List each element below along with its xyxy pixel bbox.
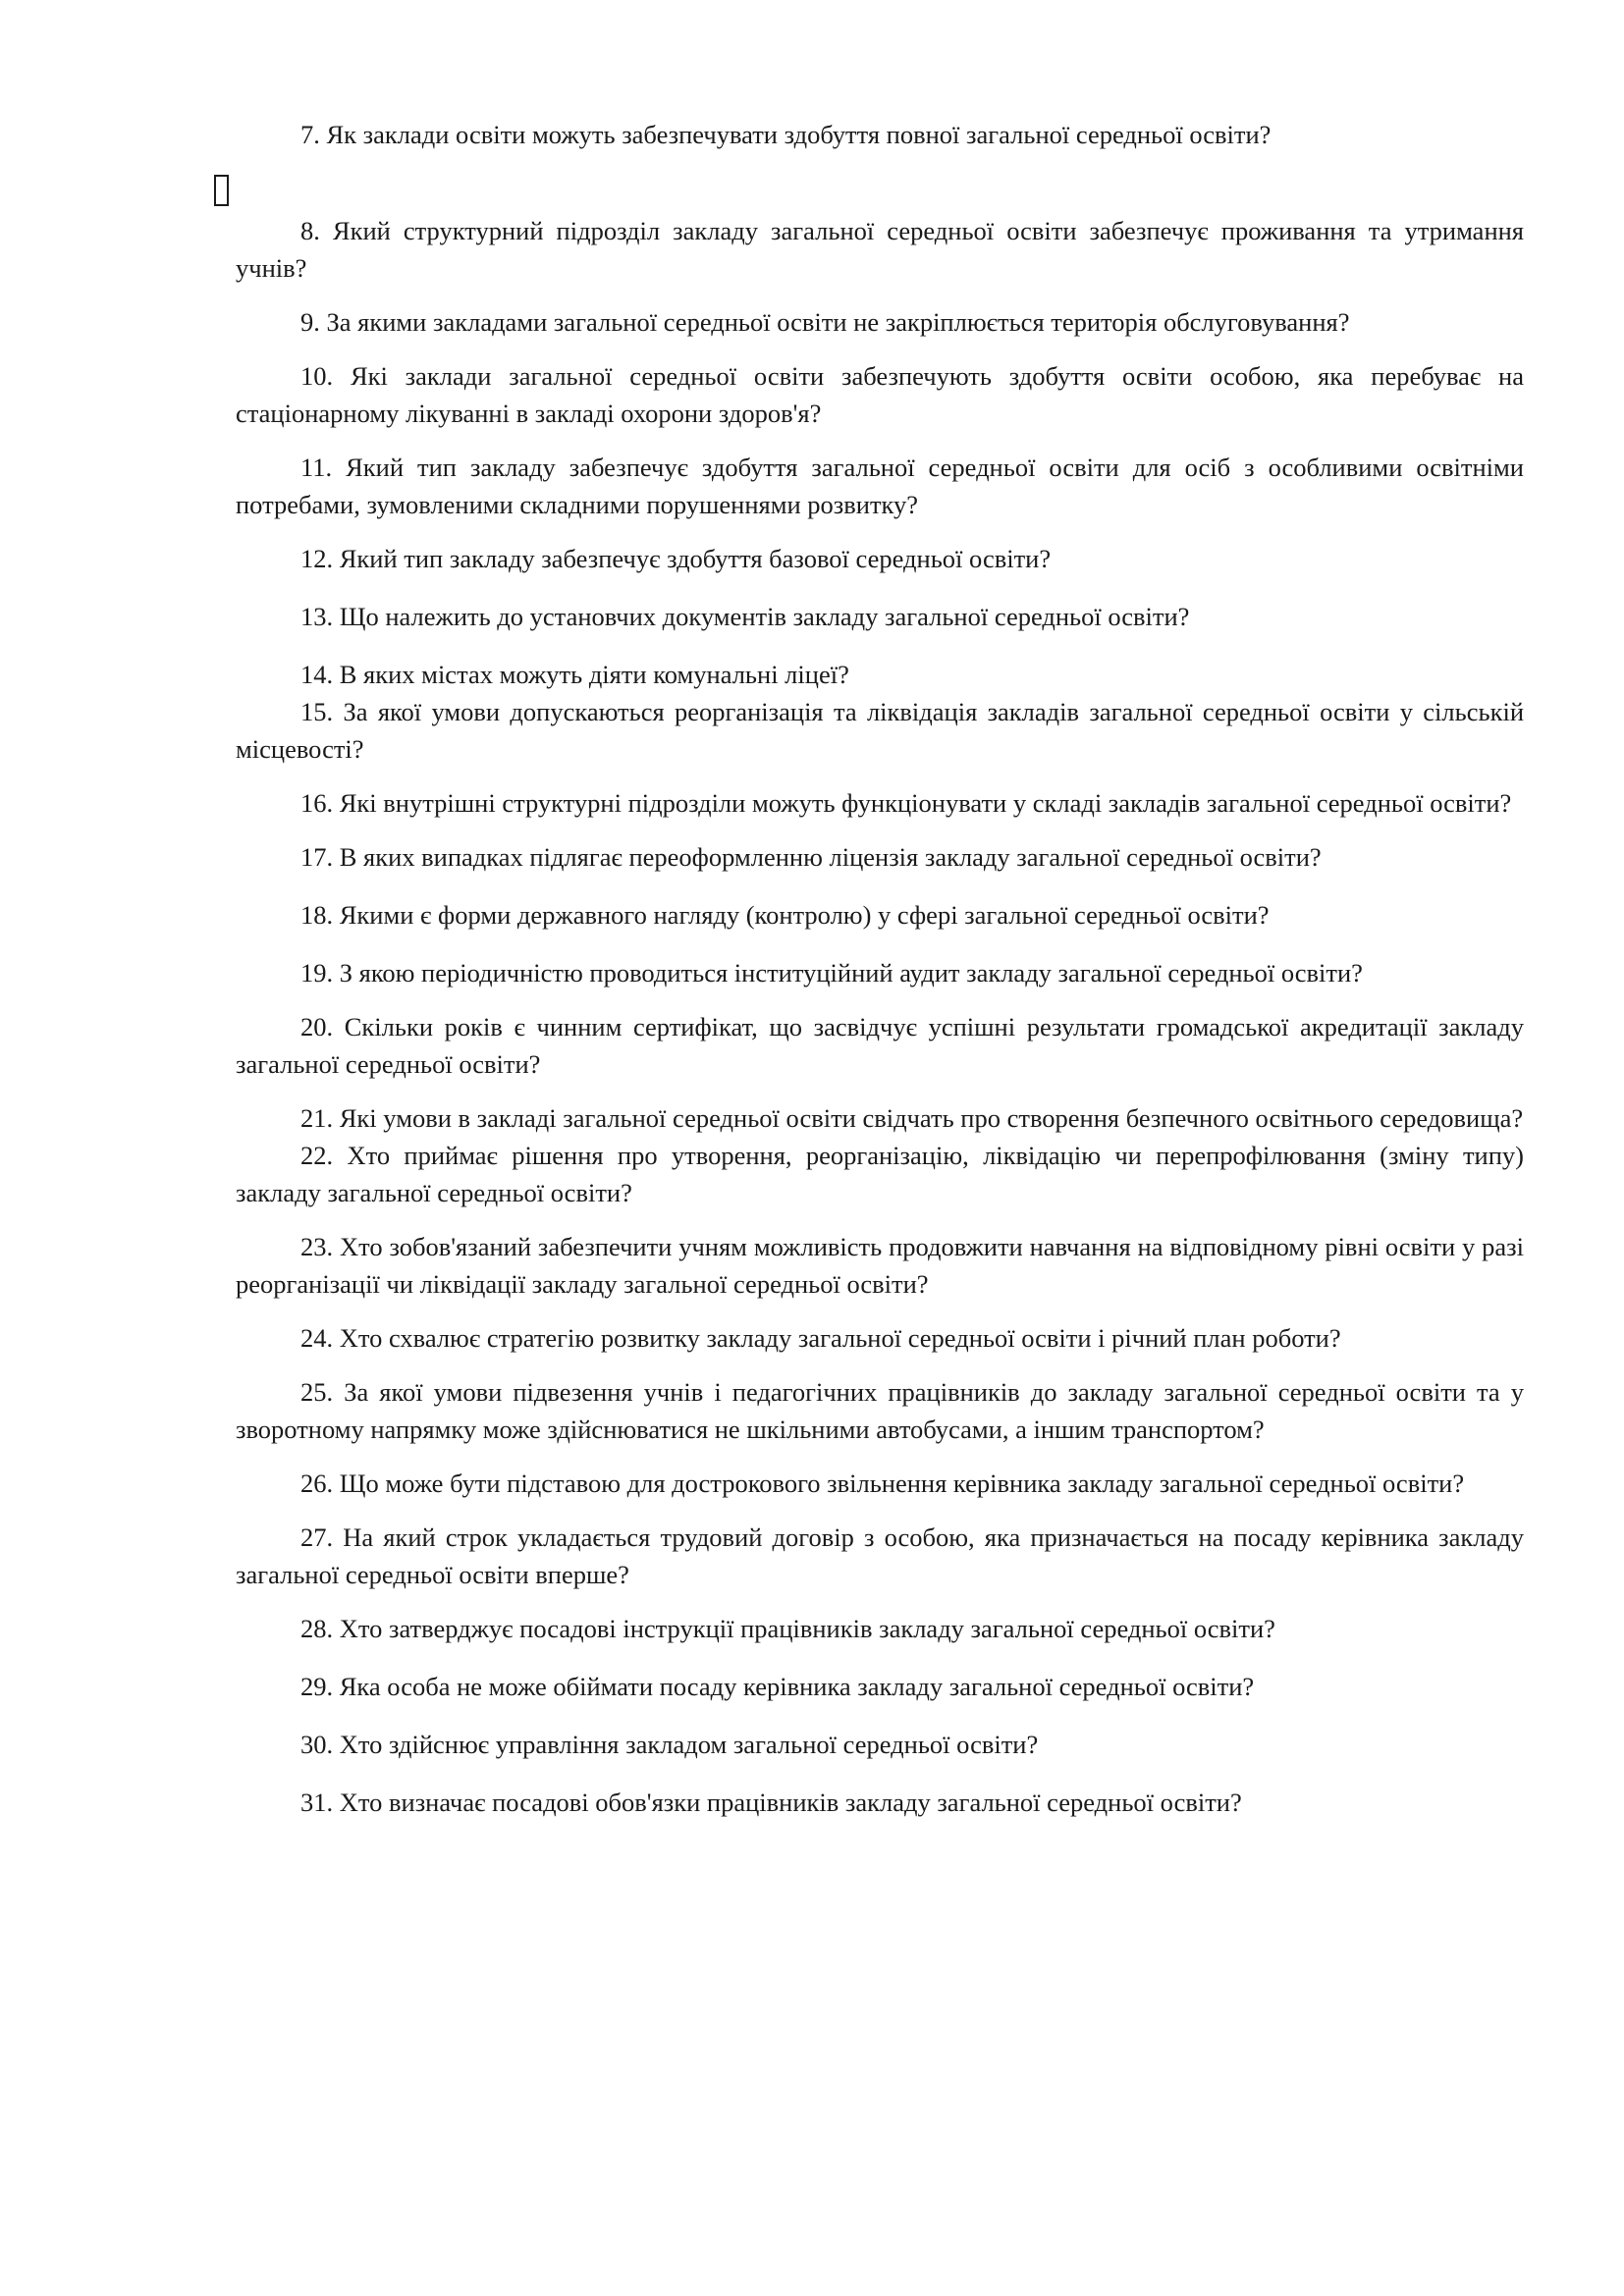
question-8: 8. Який структурний підрозділ закладу загальної середньої освіти забезпечує проживання та утримання учнів? xyxy=(236,216,1524,283)
question-31: 31. Хто визначає посадові обов'язки працівників закладу загальної середньої освіти? xyxy=(300,1788,1242,1817)
question-24: 24. Хто схвалює стратегію розвитку закладу загальної середньої освіти і річний план роботи? xyxy=(300,1323,1341,1353)
question-18: 18. Якими є форми державного нагляду (контролю) у сфері загальної середньої освіти? xyxy=(300,900,1270,930)
question-26: 26. Що може бути підставою для дострокового звільнення керівника закладу загальної середньої освіти? xyxy=(300,1468,1465,1498)
question-10: 10. Які заклади загальної середньої освіти забезпечують здобуття освіти особою, яка перебуває на стаціонарному лікуванні в закладі охорони здоров'я? xyxy=(236,361,1524,428)
question-list xyxy=(236,116,1524,1821)
question-28: 28. Хто затверджує посадові інструкції працівників закладу загальної середньої освіти? xyxy=(300,1614,1275,1643)
question-27: 27. На який строк укладається трудовий договір з особою, яка призначається на посаду керівника закладу загальної середньої освіти вперше? xyxy=(236,1522,1524,1589)
question-19: 19. З якою періодичністю проводиться інституційний аудит закладу загальної середньої освіти? xyxy=(300,958,1363,988)
question-30: 30. Хто здійснює управління закладом загальної середньої освіти? xyxy=(300,1730,1039,1759)
question-14: 14. В яких містах можуть діяти комунальні ліцеї? xyxy=(300,660,849,689)
missing-glyph-icon xyxy=(214,175,229,206)
question-7: 7. Як заклади освіти можуть забезпечувати здобуття повної загальної середньої освіти? xyxy=(300,120,1272,149)
question-21: 21. Які умови в закладі загальної середньої освіти свідчать про створення безпечного освітнього середовища? xyxy=(300,1103,1524,1133)
question-29: 29. Яка особа не може обіймати посаду керівника закладу загальної середньої освіти? xyxy=(300,1672,1255,1701)
question-13: 13. Що належить до установчих документів закладу загальної середньої освіти? xyxy=(300,602,1190,631)
question-20: 20. Скільки років є чинним сертифікат, що засвідчує успішні результати громадської акредитації закладу загальної середньої освіти? xyxy=(236,1012,1524,1079)
question-25: 25. За якої умови підвезення учнів і педагогічних працівників до закладу загальної середньої освіти та у зворотному напрямку може здійснюватися не шкільними автобусами, а іншим транспортом? xyxy=(236,1377,1524,1444)
question-22: 22. Хто приймає рішення про утворення, реорганізацію, ліквідацію чи перепрофілювання (зміну типу) закладу загальної середньої освіти? xyxy=(236,1141,1524,1207)
question-12: 12. Який тип закладу забезпечує здобуття базової середньої освіти? xyxy=(300,544,1052,573)
question-17: 17. В яких випадках підлягає переоформленню ліцензія закладу загальної середньої освіти? xyxy=(300,842,1322,872)
question-16: 16. Які внутрішні структурні підрозділи можуть функціонувати у складі закладів загальної середньої освіти? xyxy=(300,788,1512,818)
question-9: 9. За якими закладами загальної середньої освіти не закріплюється територія обслуговування? xyxy=(300,307,1350,337)
question-11: 11. Який тип закладу забезпечує здобуття загальної середньої освіти для осіб з особливими освітніми потребами, зумовленими складними порушеннями розвитку? xyxy=(236,453,1524,519)
question-15: 15. За якої умови допускаються реорганізація та ліквідація закладів загальної середньої освіти у сільській місцевості? xyxy=(236,697,1524,764)
question-23: 23. Хто зобов'язаний забезпечити учням можливість продовжити навчання на відповідному рівні освіти у разі реорганізації чи ліквідації закладу загальної середньої освіти? xyxy=(236,1232,1524,1299)
